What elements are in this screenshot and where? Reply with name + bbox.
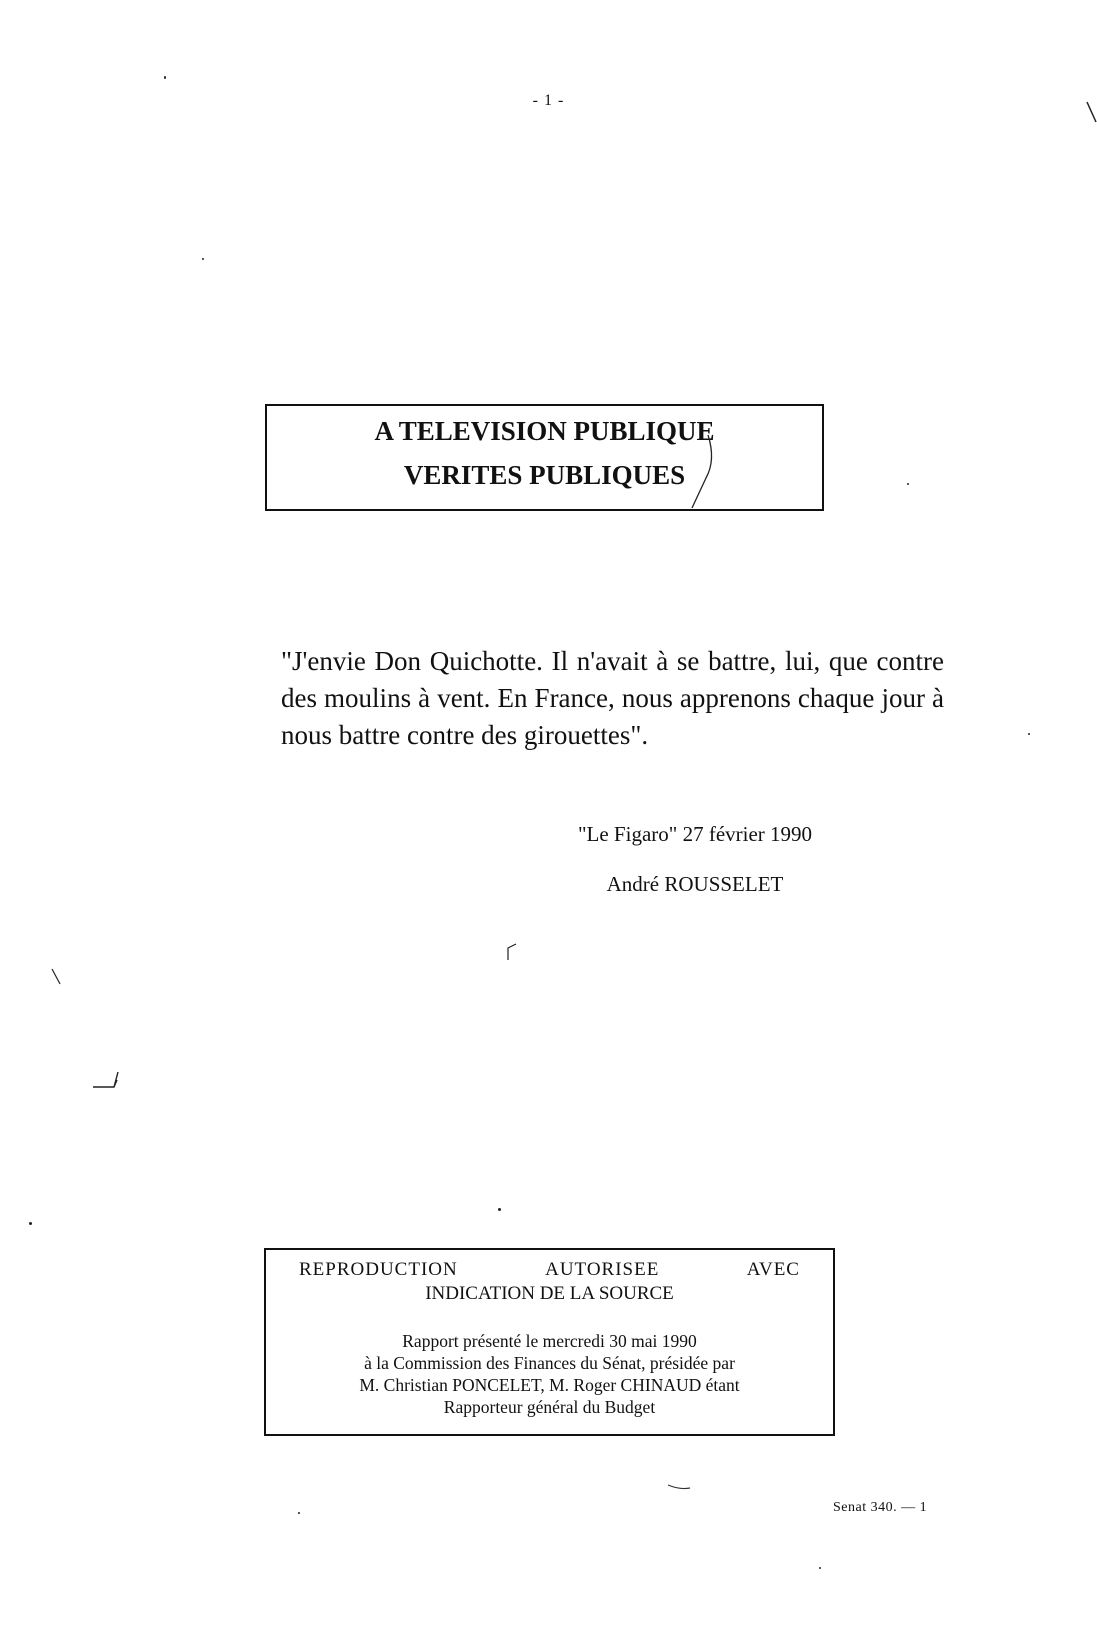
reproduction-subheading: INDICATION DE LA SOURCE [425,1283,674,1304]
reproduction-word-1: REPRODUCTION [299,1259,458,1280]
report-line-3: M. Christian PONCELET, M. Roger CHINAUD étant [359,1375,740,1395]
report-line-1: Rapport présenté le mercredi 30 mai 1990 [402,1331,697,1351]
page-number: - 1 - [532,92,565,109]
epigraph-quote: "J'envie Don Quichotte. Il n'avait à se battre, lui, que contre des moulins à vent. En France, nous apprenons chaque jour à nous battre contre des girouettes". [281,646,944,750]
footer-reference: Senat 340. — 1 [833,1500,928,1515]
quote-source: "Le Figaro" 27 février 1990 [577,822,813,846]
title-line-1: A TELEVISION PUBLIQUE [374,416,715,446]
quote-author: André ROUSSELET [606,872,784,896]
report-line-4: Rapporteur général du Budget [443,1397,656,1417]
reproduction-word-3: AVEC [746,1259,800,1280]
title-line-2: VERITES PUBLIQUES [403,460,686,490]
reproduction-word-2: AUTORISEE [545,1259,660,1280]
report-line-2: à la Commission des Finances du Sénat, présidée par [364,1353,735,1373]
